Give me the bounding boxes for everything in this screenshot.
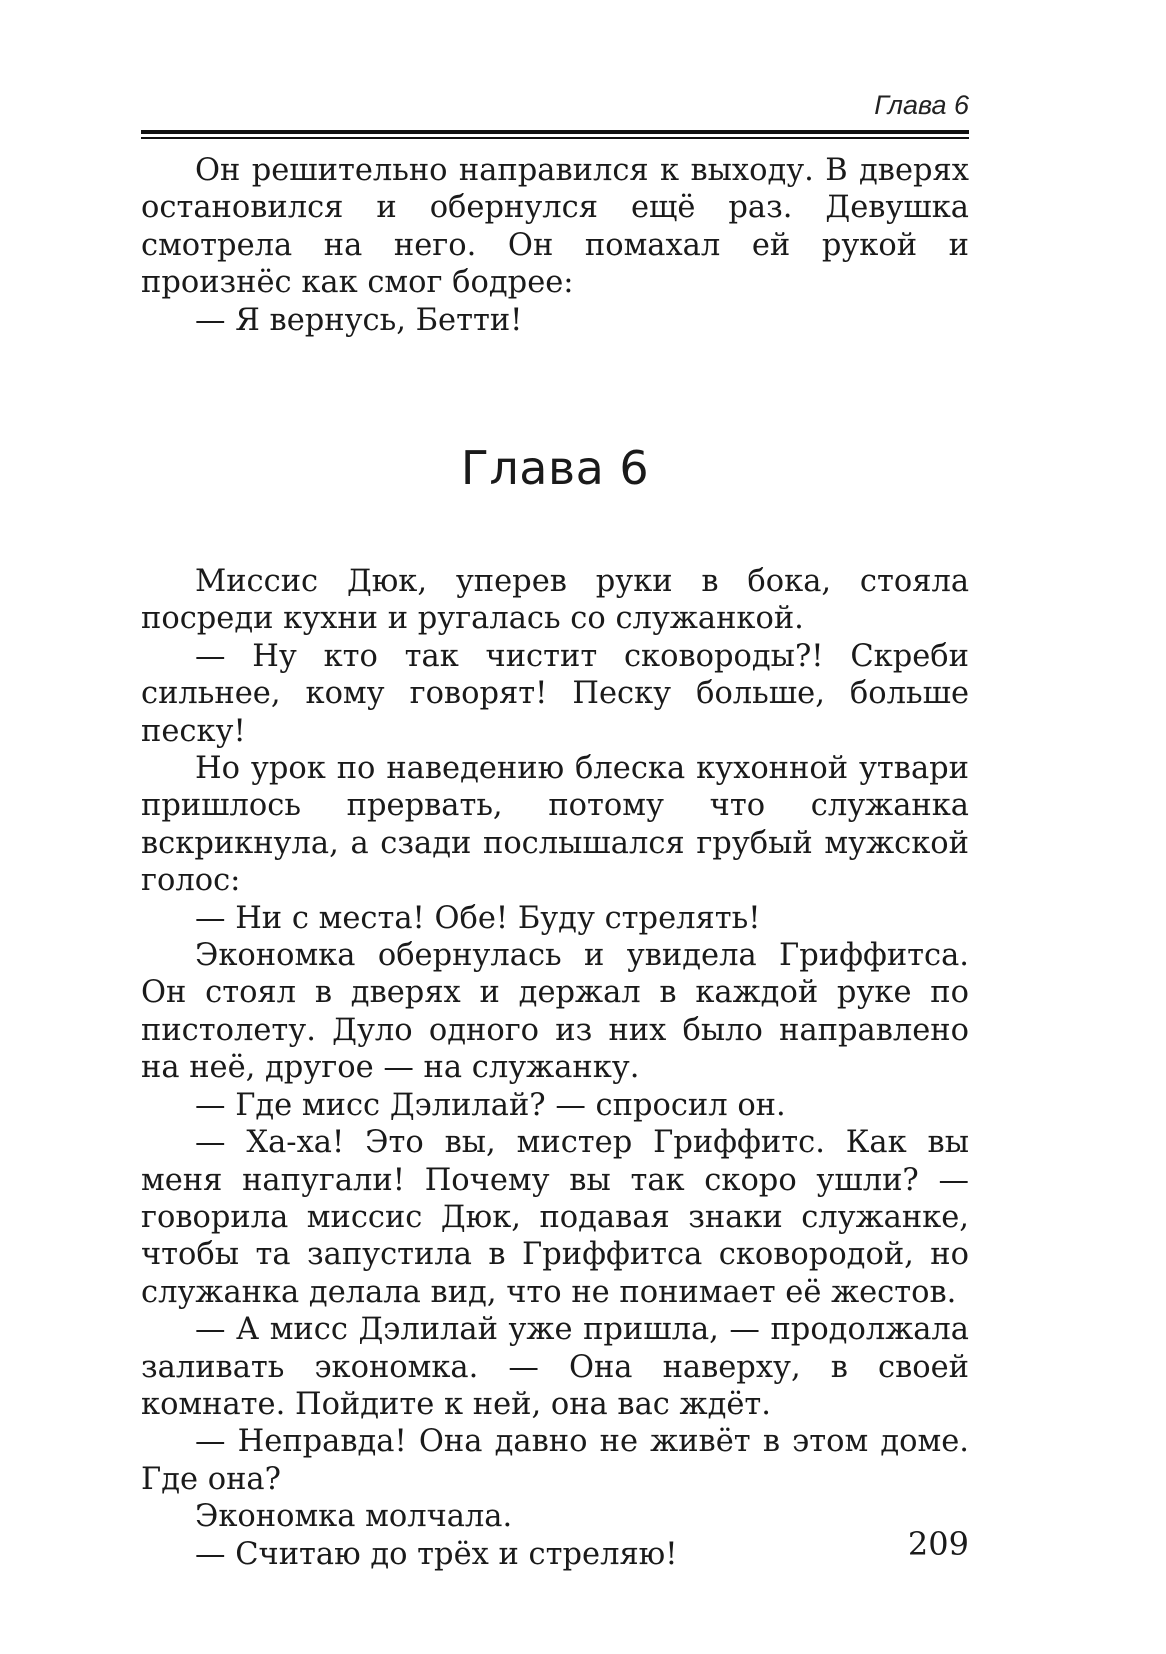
paragraph: — Ха-ха! Это вы, мистер Гриффитс. Как вы меня напугали! Почему вы так скоро ушли? — говорила миссис Дюк, подавая знаки служанке, чтобы та запустила в Гриффитса сковородой, но служанка делала вид, что не понимает её жестов. (141, 1125, 969, 1310)
chapter-title: Глава 6 (460, 441, 650, 495)
paragraph: — А мисс Дэлилай уже пришла, — продолжала заливать экономка. — Она наверху, в своей комнате. Пойдите к ней, она вас ждёт. (141, 1312, 969, 1422)
running-header: Глава 6 (874, 90, 969, 120)
paragraph: Экономка обернулась и увидела Гриффитса. Он стоял в дверях и держал в каждой руке по пистолету. Дуло одного из них было направлено на неё, другое — на служанку. (141, 938, 969, 1086)
paragraph: Экономка молчала. (195, 1499, 513, 1535)
paragraph: Миссис Дюк, уперев руки в бока, стояла посреди кухни и ругалась со служанкой. (141, 564, 969, 637)
page-number: 209 (907, 1525, 969, 1563)
paragraph: — Считаю до трёх и стреляю! (195, 1536, 678, 1572)
paragraph: — Ни с места! Обе! Буду стрелять! (195, 900, 761, 936)
paragraph: — Ну кто так чистит сковороды?! Скреби сильнее, кому говорят! Песку больше, больше песку! (141, 638, 969, 749)
paragraph: Но урок по наведению блеска кухонной утвари пришлось прервать, потому что служанка вскрикнула, а сзади послышался грубый мужской голос: (141, 751, 969, 899)
paragraph: — Где мисс Дэлилай? — спросил он. (195, 1087, 786, 1123)
header-rule-thick (141, 130, 969, 134)
paragraph: Он решительно направился к выходу. В дверях остановился и обернулся ещё раз. Девушка смотрела на него. Он помахал ей рукой и произнёс как смог бодрее: (141, 153, 969, 301)
header-rule-thin (141, 137, 969, 139)
paragraph: — Я вернусь, Бетти! (195, 302, 523, 338)
intro-text (141, 152, 969, 339)
paragraph: — Неправда! Она давно не живёт в этом доме. Где она? (141, 1424, 969, 1497)
chapter-text (141, 563, 969, 1573)
